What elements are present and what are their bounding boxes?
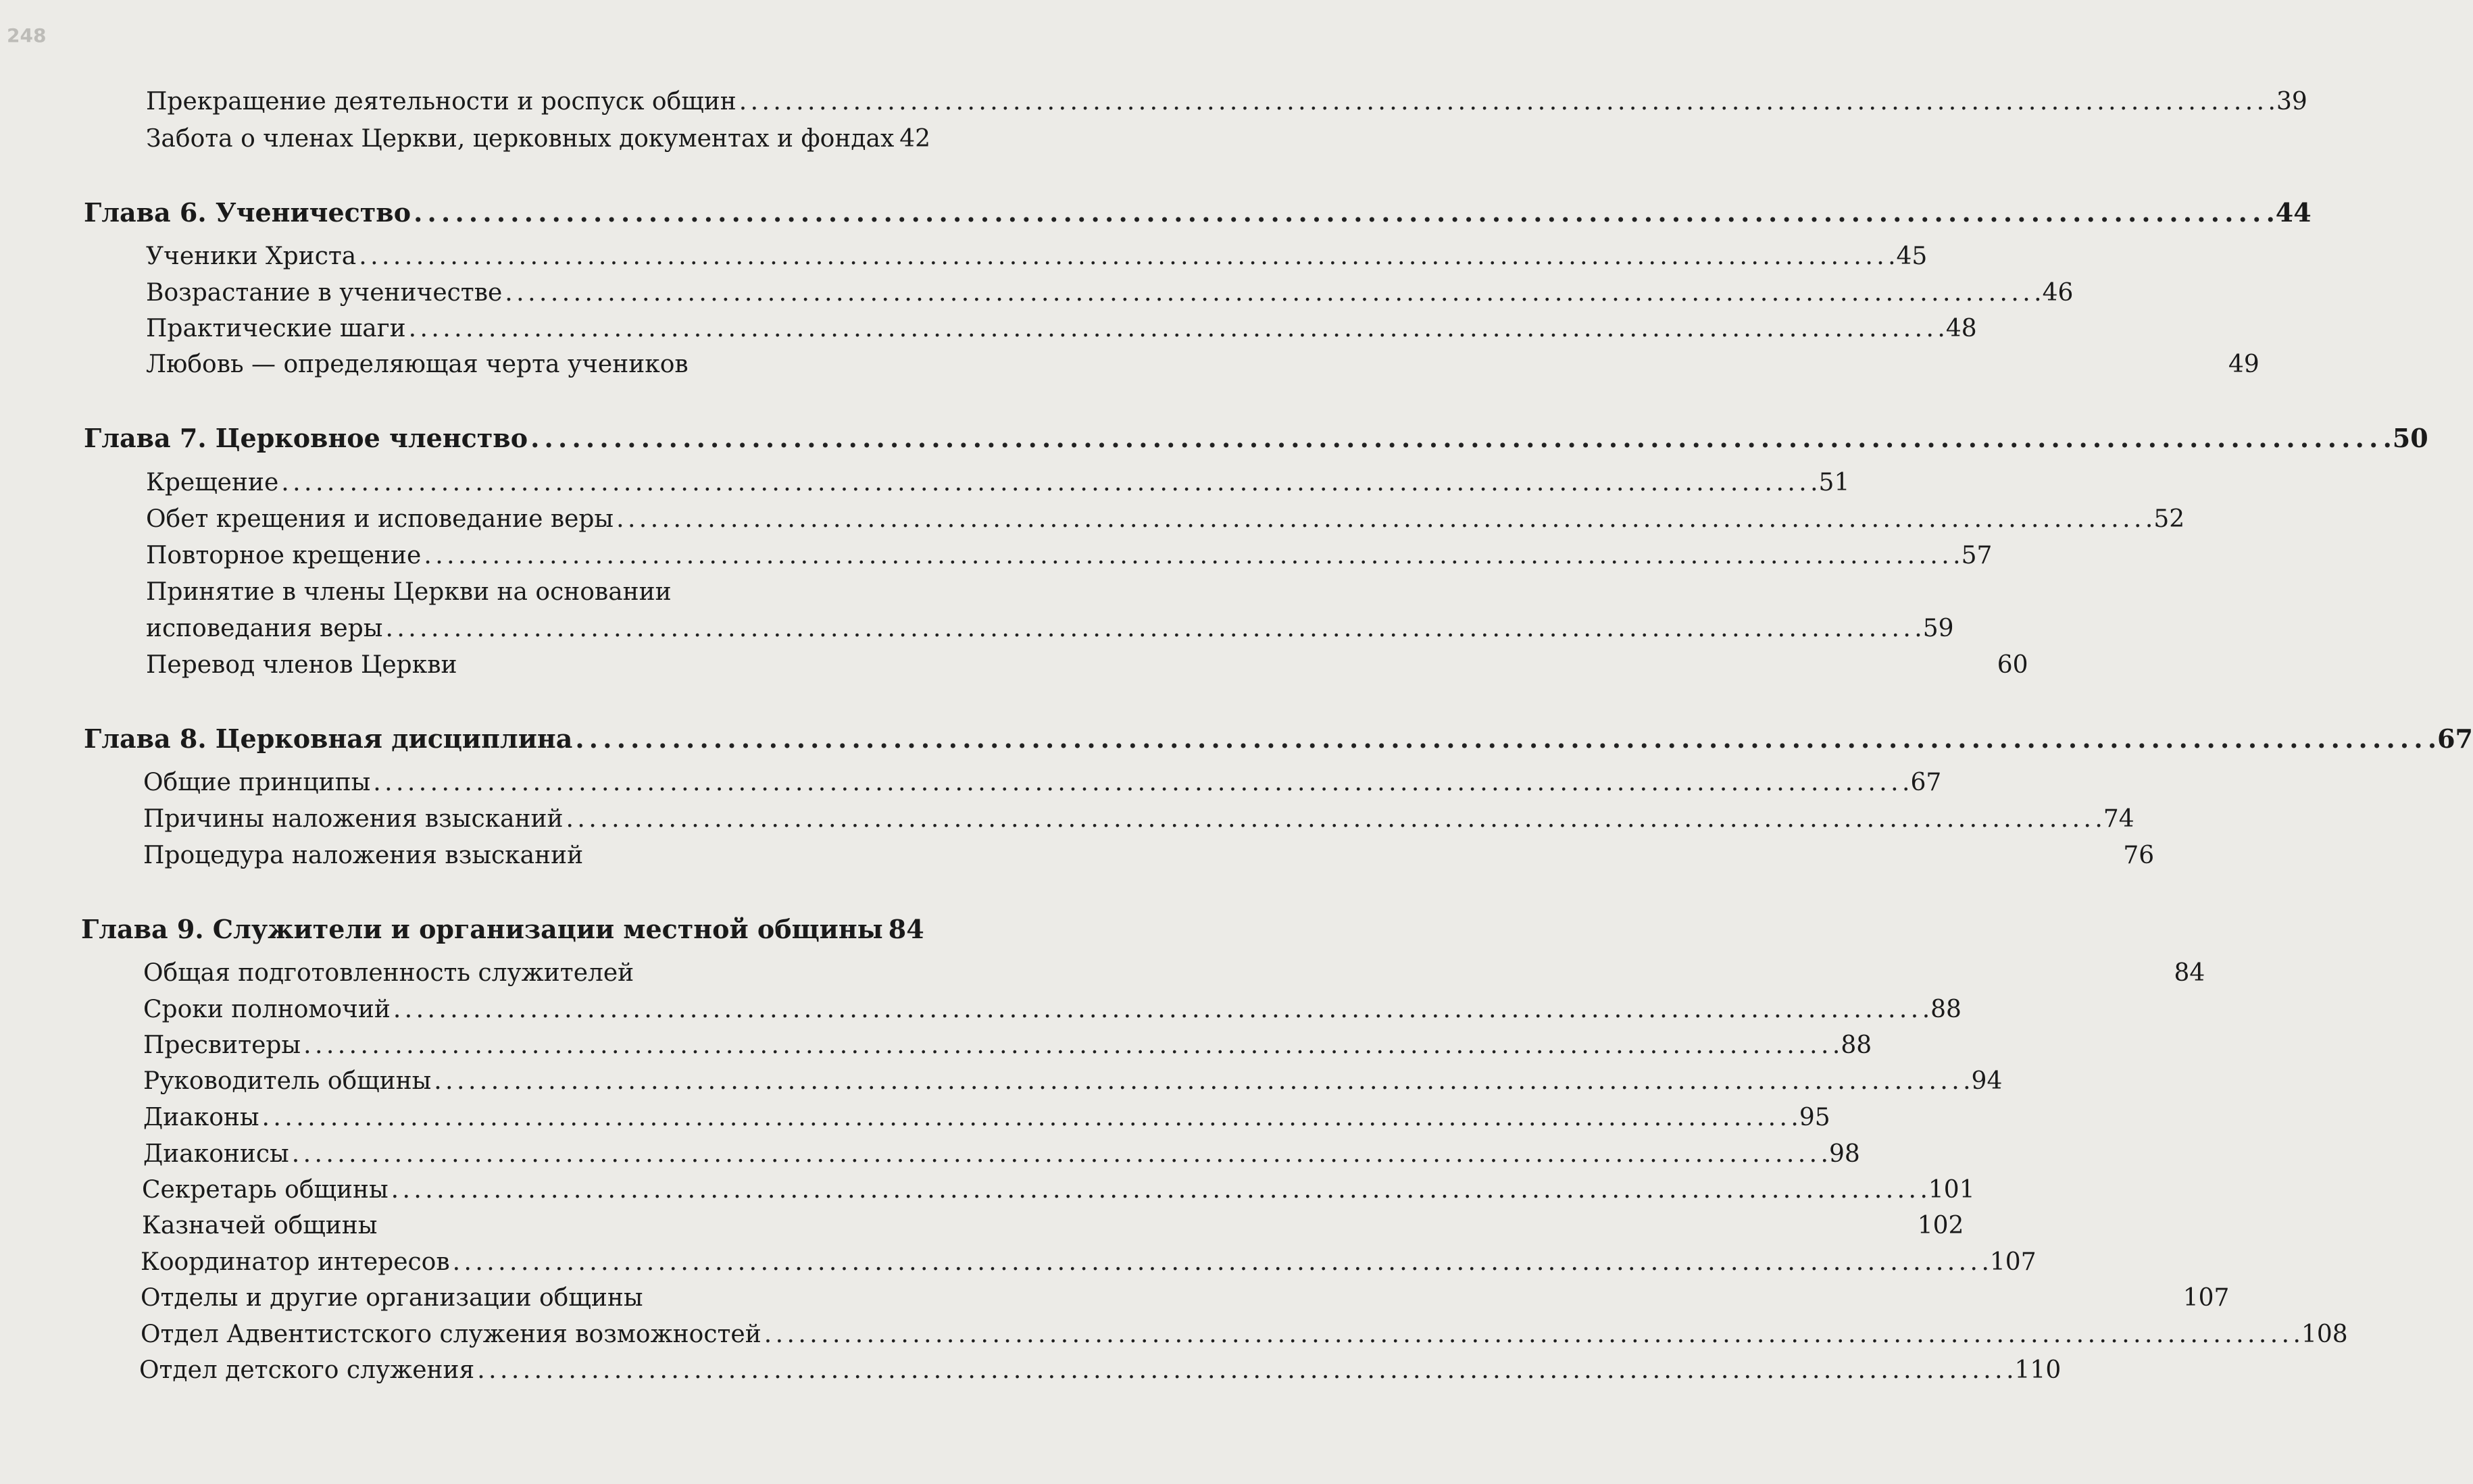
leader-dots bbox=[434, 1067, 1968, 1095]
leader-dots bbox=[393, 996, 1928, 1023]
toc-entry-title: Обет крещения и исповедание веры bbox=[146, 505, 614, 533]
toc-entry-title: Возрастание в ученичестве bbox=[146, 279, 503, 307]
toc-entry bbox=[146, 651, 2028, 679]
toc-entry-title: Сроки полномочий bbox=[143, 996, 391, 1023]
toc-entry bbox=[141, 1284, 2230, 1312]
toc-entry-title: Причины наложения взысканий bbox=[143, 805, 564, 833]
toc-entry-title: Руководитель общины bbox=[143, 1067, 432, 1095]
toc-entry-page: 39 bbox=[2276, 88, 2307, 116]
toc-entry-page: 49 bbox=[2228, 351, 2259, 378]
toc-chapter-title: Глава 7. Церковное членство bbox=[84, 423, 528, 453]
toc-chapter bbox=[84, 723, 2473, 754]
toc-entry-title: Прекращение деятельности и роспуск общин bbox=[146, 88, 736, 116]
toc-entry-title: Процедура наложения взысканий bbox=[143, 842, 584, 869]
toc-entry-page: 88 bbox=[1841, 1031, 1872, 1059]
toc-entry-page: 107 bbox=[1989, 1248, 2037, 1276]
leader-dots bbox=[453, 1248, 1987, 1276]
toc-entry bbox=[142, 1212, 1964, 1239]
toc-entry bbox=[141, 1321, 2348, 1348]
toc-chapter bbox=[81, 914, 924, 944]
leader-dots bbox=[262, 1104, 1797, 1131]
leader-dots bbox=[530, 423, 2390, 453]
toc-entry-title: Секретарь общины bbox=[142, 1176, 389, 1204]
toc-entry-title: Отделы и другие организации общины bbox=[141, 1284, 643, 1312]
toc-entry-page: 110 bbox=[2014, 1356, 2062, 1384]
toc-chapter bbox=[84, 197, 2312, 228]
toc-entry bbox=[146, 351, 2259, 378]
toc-entry-page: 59 bbox=[1922, 615, 1954, 642]
leader-dots bbox=[424, 542, 1958, 569]
leader-dots bbox=[281, 469, 1816, 496]
toc-entry bbox=[146, 315, 1977, 342]
toc-entry-page: 88 bbox=[1930, 996, 1962, 1023]
toc-entry bbox=[139, 1356, 2062, 1384]
toc-entry bbox=[146, 505, 2185, 533]
toc-entry bbox=[146, 469, 1850, 496]
toc-entry-page: 51 bbox=[1818, 469, 1850, 496]
toc-entry-title: Любовь — определяющая черта учеников bbox=[146, 351, 689, 378]
toc-entry bbox=[142, 1176, 1975, 1204]
leader-dots bbox=[616, 505, 2151, 533]
leader-dots bbox=[566, 805, 2101, 833]
toc-entry-page: 101 bbox=[1928, 1176, 1975, 1204]
toc-entry bbox=[143, 1067, 2003, 1095]
toc-entry-page: 95 bbox=[1799, 1104, 1830, 1131]
leader-dots bbox=[477, 1356, 2012, 1384]
toc-entry-title: Перевод членов Церкви bbox=[146, 651, 457, 679]
leader-dots bbox=[764, 1321, 2299, 1348]
toc-entry-title-continued: исповедания веры bbox=[146, 615, 383, 642]
toc-chapter-page: 50 bbox=[2392, 423, 2428, 453]
leader-dots bbox=[373, 769, 1907, 796]
toc-entry-title: Крещение bbox=[146, 469, 279, 496]
page-number: 248 bbox=[7, 24, 47, 47]
toc-entry-page: 76 bbox=[2123, 842, 2155, 869]
toc-chapter-page: 84 bbox=[888, 914, 924, 944]
toc-chapter-page: 44 bbox=[2275, 197, 2312, 228]
leader-dots bbox=[303, 1031, 1838, 1059]
toc-entry-title: Практические шаги bbox=[146, 315, 406, 342]
leader-dots bbox=[414, 197, 2273, 228]
toc-entry-page: 57 bbox=[1961, 542, 1993, 569]
toc-entry-page: 107 bbox=[2182, 1284, 2230, 1312]
toc-entry bbox=[146, 542, 1993, 569]
toc-entry-title: Диаконы bbox=[143, 1104, 259, 1131]
toc-entry-title: Общая подготовленность служителей bbox=[143, 959, 634, 987]
toc-entry-title: Диаконисы bbox=[143, 1140, 289, 1168]
toc-entry bbox=[141, 1248, 2037, 1276]
toc-entry-page: 45 bbox=[1896, 242, 1928, 270]
toc-entry-title: Забота о членах Церкви, церковных документах и фондах bbox=[146, 125, 895, 153]
toc-chapter bbox=[84, 423, 2428, 453]
toc-entry-page: 67 bbox=[1910, 769, 1942, 796]
leader-dots bbox=[385, 615, 1920, 642]
toc-entry-title: Отдел Адвентистского служения возможностей bbox=[141, 1321, 761, 1348]
toc-entry bbox=[143, 959, 2205, 987]
toc-entry-page: 102 bbox=[1917, 1212, 1964, 1239]
toc-chapter-title: Глава 6. Ученичество bbox=[84, 197, 411, 228]
toc-entry bbox=[143, 1104, 1830, 1131]
toc-entry-page: 98 bbox=[1828, 1140, 1860, 1168]
toc-entry-title: Повторное крещение bbox=[146, 542, 422, 569]
leader-dots bbox=[359, 242, 1893, 270]
toc-entry bbox=[143, 996, 1962, 1023]
leader-dots bbox=[575, 723, 2434, 754]
toc-entry-page: 52 bbox=[2153, 505, 2185, 533]
toc-entry-title: Ученики Христа bbox=[146, 242, 357, 270]
leader-dots bbox=[739, 88, 2274, 116]
toc-entry bbox=[146, 242, 1928, 270]
toc-entry bbox=[143, 842, 2155, 869]
toc-entry bbox=[146, 279, 2074, 307]
toc-entry-title: Координатор интересов bbox=[141, 1248, 450, 1276]
toc-chapter-title: Глава 8. Церковная дисциплина bbox=[84, 723, 573, 754]
leader-dots bbox=[409, 315, 1943, 342]
toc-entry-title: Общие принципы bbox=[143, 769, 371, 796]
toc-entry-page: 42 bbox=[899, 125, 931, 153]
toc-entry-page: 74 bbox=[2103, 805, 2134, 833]
toc-chapter-page: 67 bbox=[2437, 723, 2473, 754]
toc-entry-title: Казначей общины bbox=[142, 1212, 378, 1239]
leader-dots bbox=[505, 279, 2039, 307]
toc-entry bbox=[143, 769, 1942, 796]
toc-entry-page: 84 bbox=[2174, 959, 2205, 987]
toc-entry-page: 108 bbox=[2301, 1321, 2348, 1348]
leader-dots bbox=[391, 1176, 1926, 1204]
toc-entry bbox=[143, 1031, 1872, 1059]
toc-entry-title: Принятие в члены Церкви на основании bbox=[146, 578, 672, 606]
toc-entry-page: 46 bbox=[2042, 279, 2074, 307]
toc-chapter-title: Глава 9. Служители и организации местной общины bbox=[81, 914, 883, 944]
toc-entry bbox=[143, 805, 2134, 833]
toc-entry-page: 94 bbox=[1971, 1067, 2003, 1095]
toc-entry-line1 bbox=[146, 578, 911, 606]
leader-dots bbox=[292, 1140, 1826, 1168]
toc-entry-title: Пресвитеры bbox=[143, 1031, 301, 1059]
toc-entry-line2 bbox=[146, 615, 1954, 642]
toc-entry-page: 48 bbox=[1945, 315, 1977, 342]
toc-entry bbox=[143, 1140, 1860, 1168]
toc-entry bbox=[146, 88, 2307, 116]
toc-entry bbox=[146, 125, 931, 153]
toc-entry-page: 60 bbox=[1997, 651, 2028, 679]
toc-entry-title: Отдел детского служения bbox=[139, 1356, 475, 1384]
